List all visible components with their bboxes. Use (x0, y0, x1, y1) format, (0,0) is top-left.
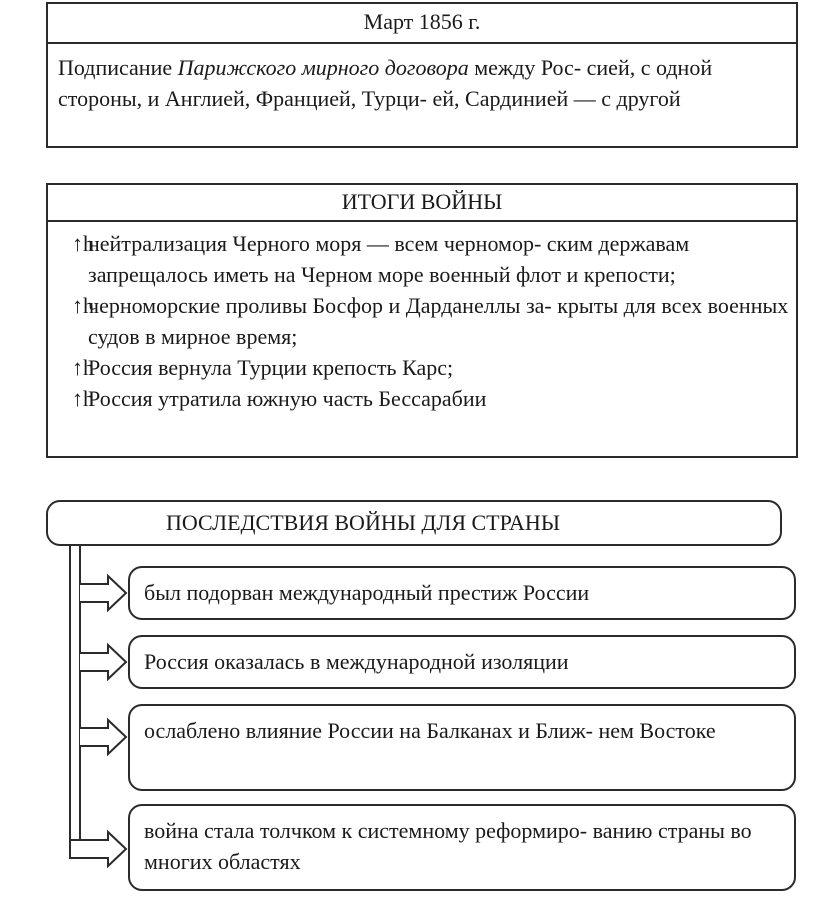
bullet-arrow-icon: ↑h (72, 355, 94, 380)
bullet-arrow-icon: ↑h (72, 231, 94, 256)
arrow-icon (80, 645, 126, 679)
arrow-icon (70, 832, 126, 866)
treaty-text-prefix: Подписание (58, 55, 178, 80)
consequence-text: война стала толчком к системному реформиро- ванию страны во многих областях (144, 818, 752, 874)
bullet-arrow-icon: ↑h (72, 293, 94, 318)
consequence-text: Россия оказалась в международной изоляции (144, 649, 569, 674)
results-list-box (46, 220, 798, 458)
treaty-date-title: Март 1856 г. (363, 9, 481, 34)
consequence-item-4 (128, 804, 796, 891)
results-item-1 (48, 228, 796, 290)
results-list (48, 222, 796, 414)
treaty-text-suffix: между Рос- сией, с одной стороны, и Англией, Францией, Турци- ей, Сардинией — с другой (58, 55, 713, 111)
results-item-2 (48, 290, 796, 352)
treaty-title-box (46, 2, 798, 42)
results-item-text: черноморские проливы Босфор и Дарданеллы за- крыты для всех военных судов в мирное время; (88, 293, 789, 349)
consequence-item-2 (128, 635, 796, 689)
arrow-icon (80, 576, 126, 610)
bullet-arrow-icon: ↑h (72, 386, 94, 411)
treaty-name: Парижского мирного договора (177, 55, 469, 80)
consequence-item-3 (128, 704, 796, 791)
results-item-text: нейтрализация Черного моря — всем черномор- ским державам запрещалось иметь на Черном море военный флот и крепости; (88, 231, 690, 287)
consequences-title: ПОСЛЕДСТВИЯ ВОЙНЫ ДЛЯ СТРАНЫ (166, 510, 561, 535)
results-item-3 (48, 352, 796, 383)
results-item-text: Россия утратила южную часть Бессарабии (88, 386, 487, 411)
results-title-box (46, 183, 798, 221)
results-title: ИТОГИ ВОЙНЫ (341, 189, 503, 214)
results-item-text: Россия вернула Турции крепость Карс; (88, 355, 454, 380)
treaty-description (48, 44, 796, 114)
results-item-4 (48, 383, 796, 414)
arrow-icon (80, 720, 126, 754)
consequence-item-1 (128, 566, 796, 620)
consequence-text: был подорван международный престиж России (144, 580, 590, 605)
consequence-text: ослаблено влияние России на Балканах и Ближ- нем Востоке (144, 718, 716, 743)
consequences-title-box (46, 500, 782, 546)
treaty-description-box (46, 42, 798, 148)
